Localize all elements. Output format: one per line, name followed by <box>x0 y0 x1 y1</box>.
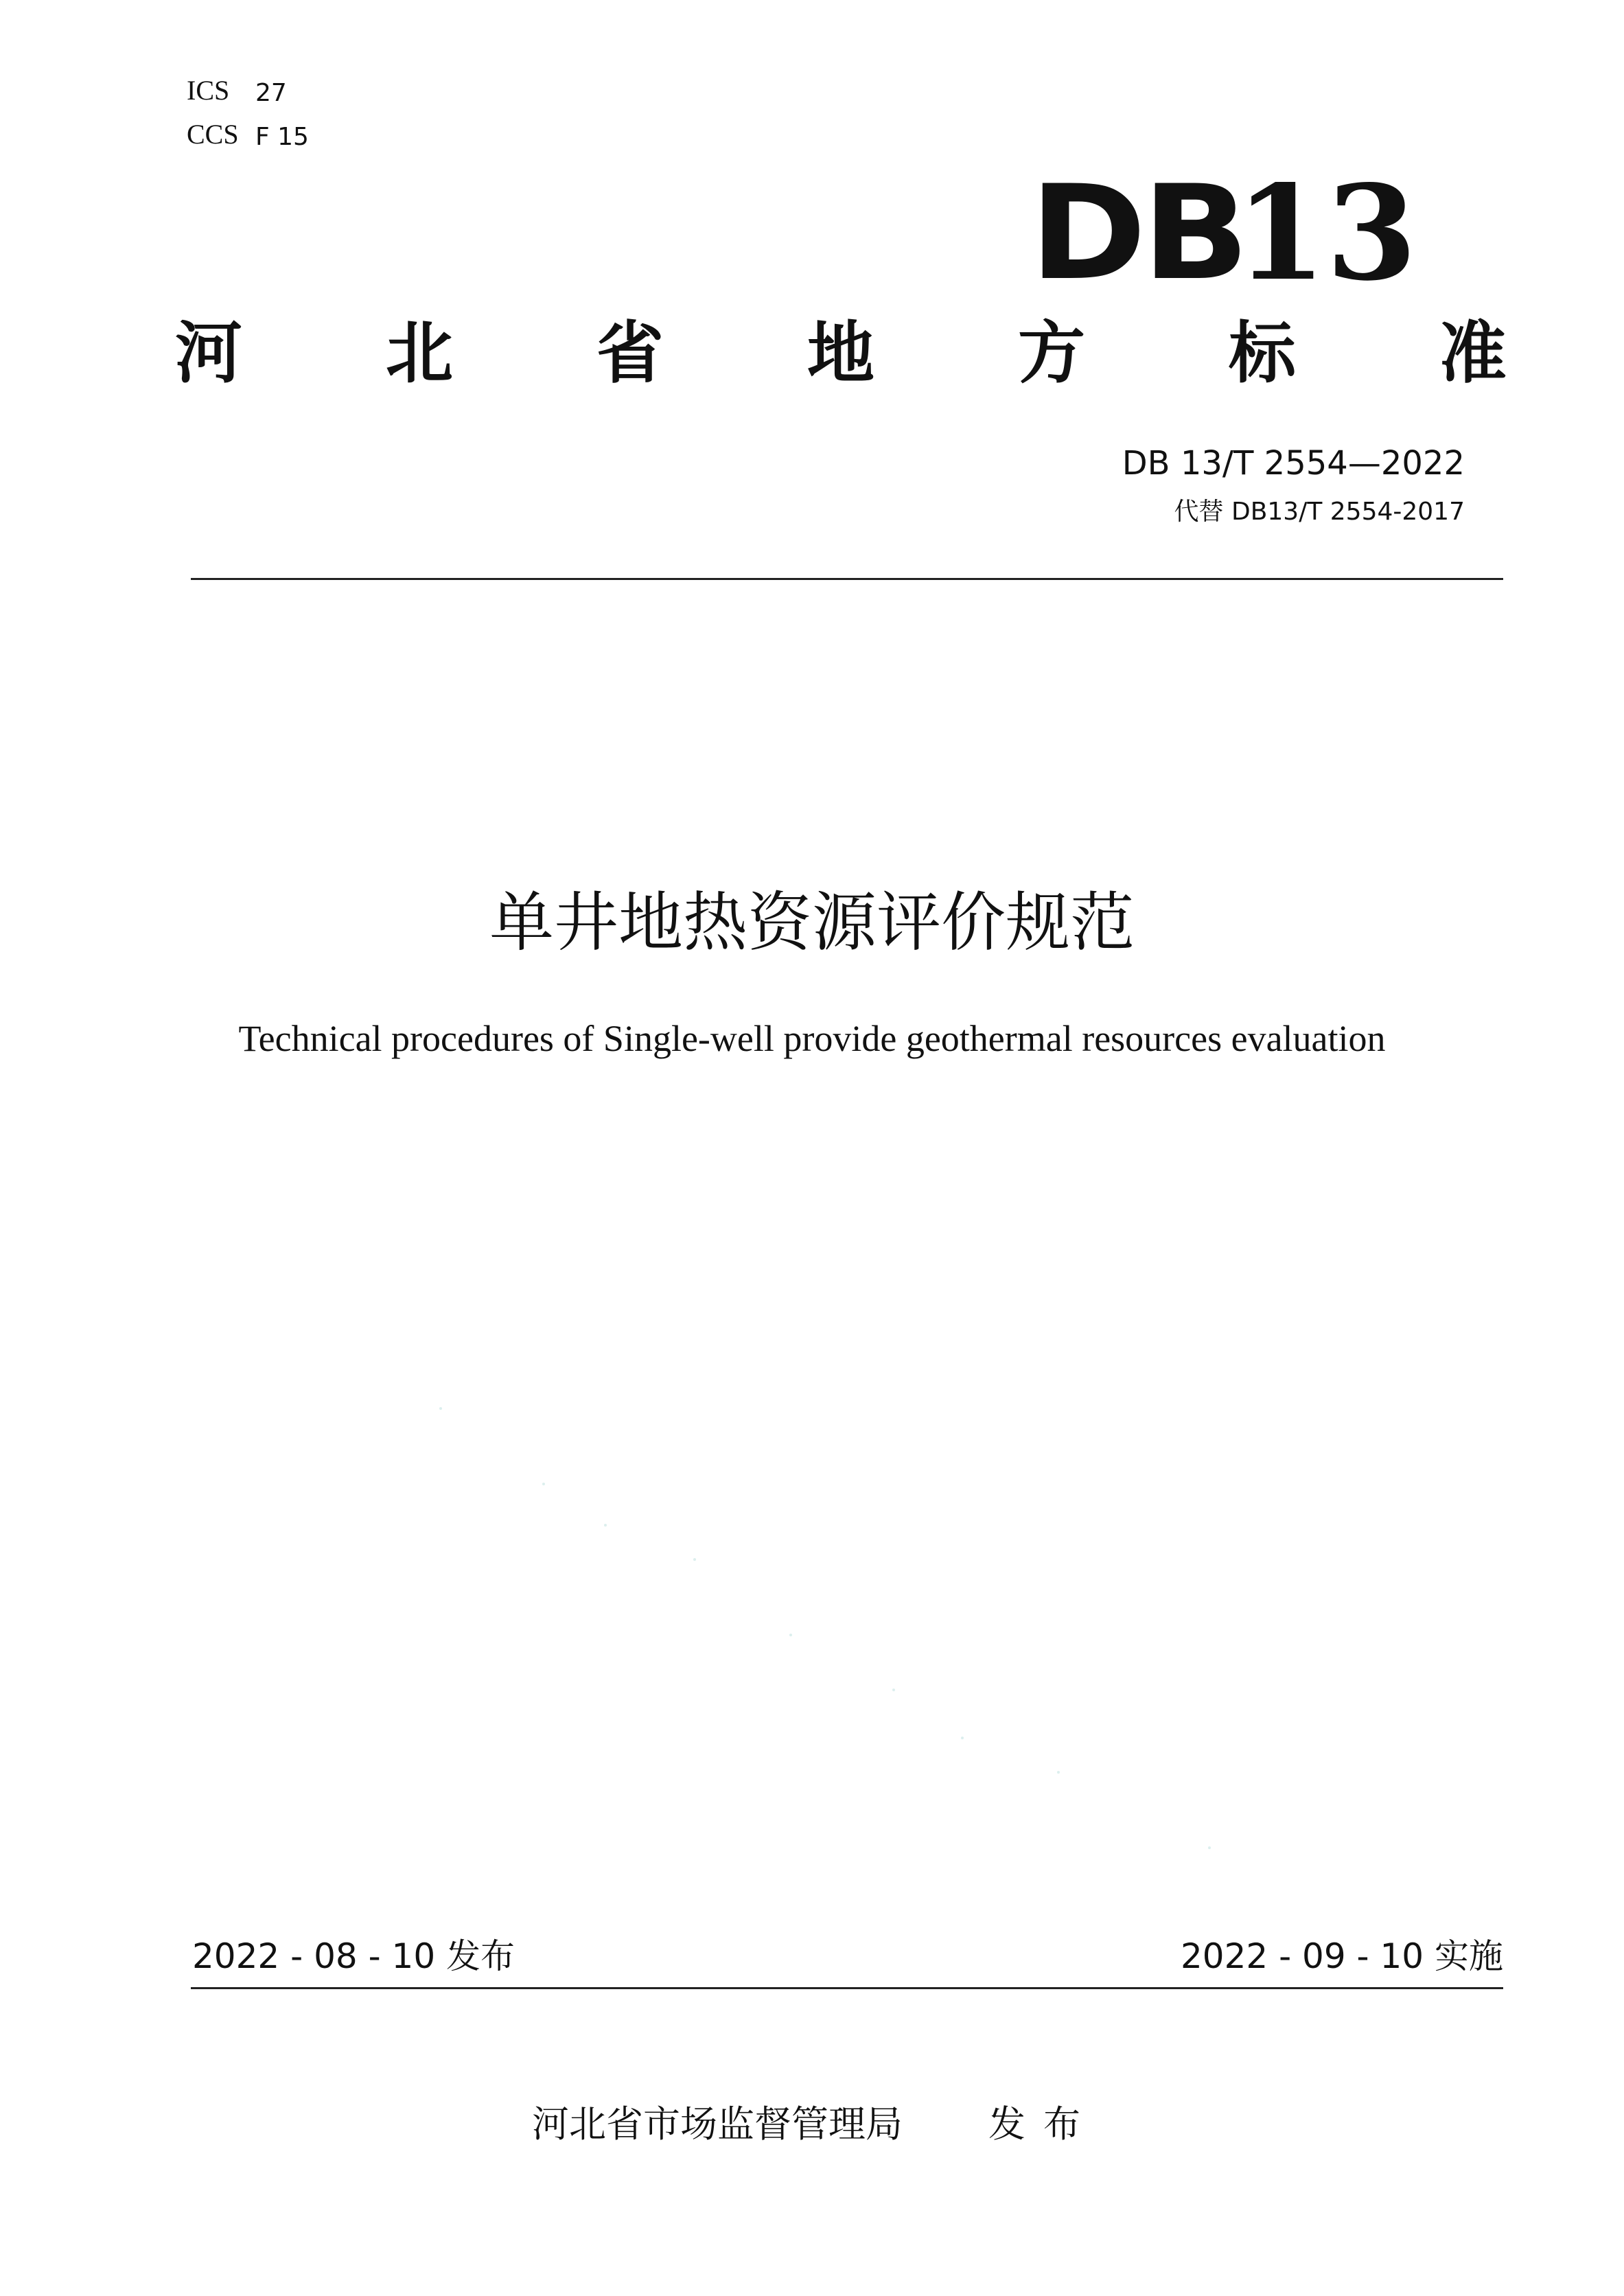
replaces-note: 代替 DB13/T 2554-2017 <box>1174 498 1465 526</box>
standard-type-char: 标 <box>1228 314 1296 393</box>
document-title: 单井地热资源评价规范 <box>489 885 1135 960</box>
standard-type-char: 河 <box>175 314 243 393</box>
publisher-name: 河北省市场监督管理局 <box>532 2102 903 2146</box>
standard-type-char: 方 <box>1017 314 1085 393</box>
standard-type-char: 省 <box>596 314 664 393</box>
issue-date: 2022 - 08 - 10 发布 <box>192 1936 515 1976</box>
ics-value: 27 <box>255 79 287 107</box>
footer-divider <box>191 1987 1503 1989</box>
document-subtitle-en: Technical procedures of Single-well provide geothermal resources evaluation <box>238 1018 1386 1059</box>
db13-logo <box>1030 156 1417 310</box>
standard-type-char: 北 <box>385 314 453 393</box>
ccs-label: CCS <box>187 119 239 150</box>
standard-number: DB 13/T 2554—2022 <box>1122 444 1465 483</box>
ccs-value: F 15 <box>255 123 309 151</box>
standard-type-title <box>175 312 1507 395</box>
implement-date: 2022 - 09 - 10 实施 <box>1180 1936 1503 1976</box>
ics-label: ICS <box>187 75 230 106</box>
publish-label: 发布 <box>988 2102 1098 2146</box>
logo-prefix: DB <box>1030 157 1245 309</box>
standard-type-char: 地 <box>807 314 874 393</box>
standard-type-char: 准 <box>1439 314 1507 393</box>
header-divider <box>191 578 1503 580</box>
logo-number: 13 <box>1236 156 1417 310</box>
